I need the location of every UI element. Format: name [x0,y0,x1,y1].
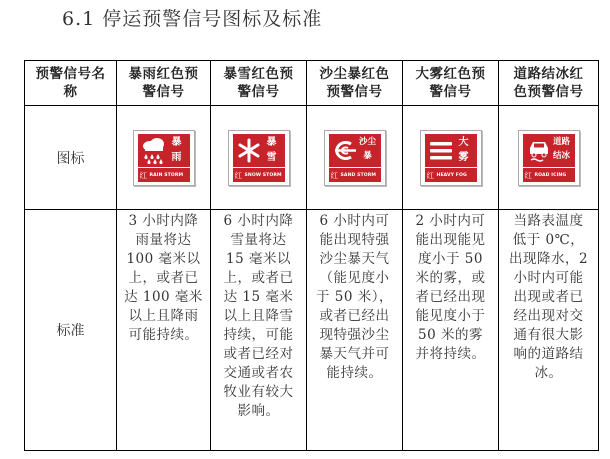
table-header-row [25,61,599,106]
icon-cell [117,106,211,210]
standard-cell-sandstorm [307,210,403,451]
standard-line: 影响。 [237,403,280,419]
standard-line: 并将持续。 [415,346,486,362]
standard-line: （能见度小 [319,270,390,286]
standard-row [25,210,599,451]
standard-cell-rainstorm [117,210,211,451]
standard-line: 出现或者已 [513,289,584,305]
standard-line: 米的雾，或 [415,270,486,286]
standard-line: 能出现能见 [415,232,486,248]
header-sandstorm: 沙尘暴红色 预警信号 [307,61,403,106]
standard-line: 能见度小于 [415,308,486,324]
standard-line: 15 毫米以 [226,251,291,267]
standard-line: 沙尘暴天气 [319,251,390,267]
standard-line: 牧业有较大 [223,384,294,400]
standard-line: 达 100 毫米 [124,289,203,305]
skidding-car-icon [525,136,553,165]
standard-line: 响的道路结 [513,346,584,362]
icon-row [25,106,599,210]
header-signal-name: 预警信号名 称 [25,61,117,106]
sandstorm-red-icon: 沙尘 暴 红 SAND STORM [324,130,386,186]
standard-line: 者已经出现 [415,289,486,305]
standard-line: 暴天气并可 [319,346,390,362]
heavy-fog-red-icon: 大 雾 红 HEAVY FOG [420,130,482,186]
standard-line: 持续，可能 [223,327,294,343]
standard-line: 或者已经对 [223,346,294,362]
snowstorm-red-icon: 暴 雪 红 SNOW STORM [228,130,290,186]
fog-lines-icon [427,136,455,165]
icon-cell [211,106,307,210]
rainstorm-red-icon: 暴 雨 红 RAIN STORM [133,130,195,186]
standard-line: 100 毫米以 [126,251,201,267]
standard-line: 能持续。 [326,365,383,381]
standard-line: 雨量将达 [135,232,192,248]
standard-cell-road-icing [499,210,599,451]
standard-line: 度小于 50 [418,251,483,267]
row-label-standard: 标准 [25,210,117,451]
standard-line: 上，或者已 [128,270,199,286]
dust-swirl-icon [331,136,359,165]
standard-line: 以上且降雪 [223,308,294,324]
standard-line: 能出现特强 [319,232,390,248]
standard-line: 可能持续。 [128,327,199,343]
standard-line: 冰。 [534,365,563,381]
standard-line: 达 15 毫米 [223,289,294,305]
snowflake-icon [235,136,263,165]
standard-line: 于 50 米）， [315,289,393,305]
header-road-icing: 道路结冰红 色预警信号 [499,61,599,106]
standard-cell-snowstorm [211,210,307,451]
standard-line: 经出现对交 [513,308,584,324]
standard-line: 2 小时内可 [415,213,486,229]
standard-line: 上，或者已 [223,270,294,286]
standard-line: 小时内可能 [513,270,584,286]
section-heading: 6.1 停运预警信号图标及标准 [62,8,323,30]
standard-line: 通有很大影 [513,327,584,343]
row-label-icon: 图标 [25,106,117,210]
standard-line: 当路表温度 [513,213,584,229]
standard-line: 6 小时内可 [319,213,390,229]
standard-line: 出现降水，2 [508,251,589,267]
standard-line: 6 小时内降 [223,213,294,229]
standard-line: 交通或者农 [223,365,294,381]
standard-cell-heavy-fog [403,210,499,451]
standard-line: 雪量将达 [230,232,287,248]
icon-cell [403,106,499,210]
icon-cell [499,106,599,210]
road-icing-red-icon: 道路 结冰 红 ROAD ICING [518,130,580,186]
standard-line: 以上且降雨 [128,308,199,324]
standard-line: 现特强沙尘 [319,327,390,343]
icon-cell [307,106,403,210]
header-rainstorm: 暴雨红色预 警信号 [117,61,211,106]
rain-cloud-icon [140,136,168,165]
standard-line: 或者已经出 [319,308,390,324]
standard-line: 50 米的雾 [418,327,483,343]
standard-line: 低于 0℃， [512,232,585,248]
warning-signal-table [24,60,599,451]
header-heavy-fog: 大雾红色预 警信号 [403,61,499,106]
header-snowstorm: 暴雪红色预 警信号 [211,61,307,106]
standard-line: 3 小时内降 [128,213,199,229]
